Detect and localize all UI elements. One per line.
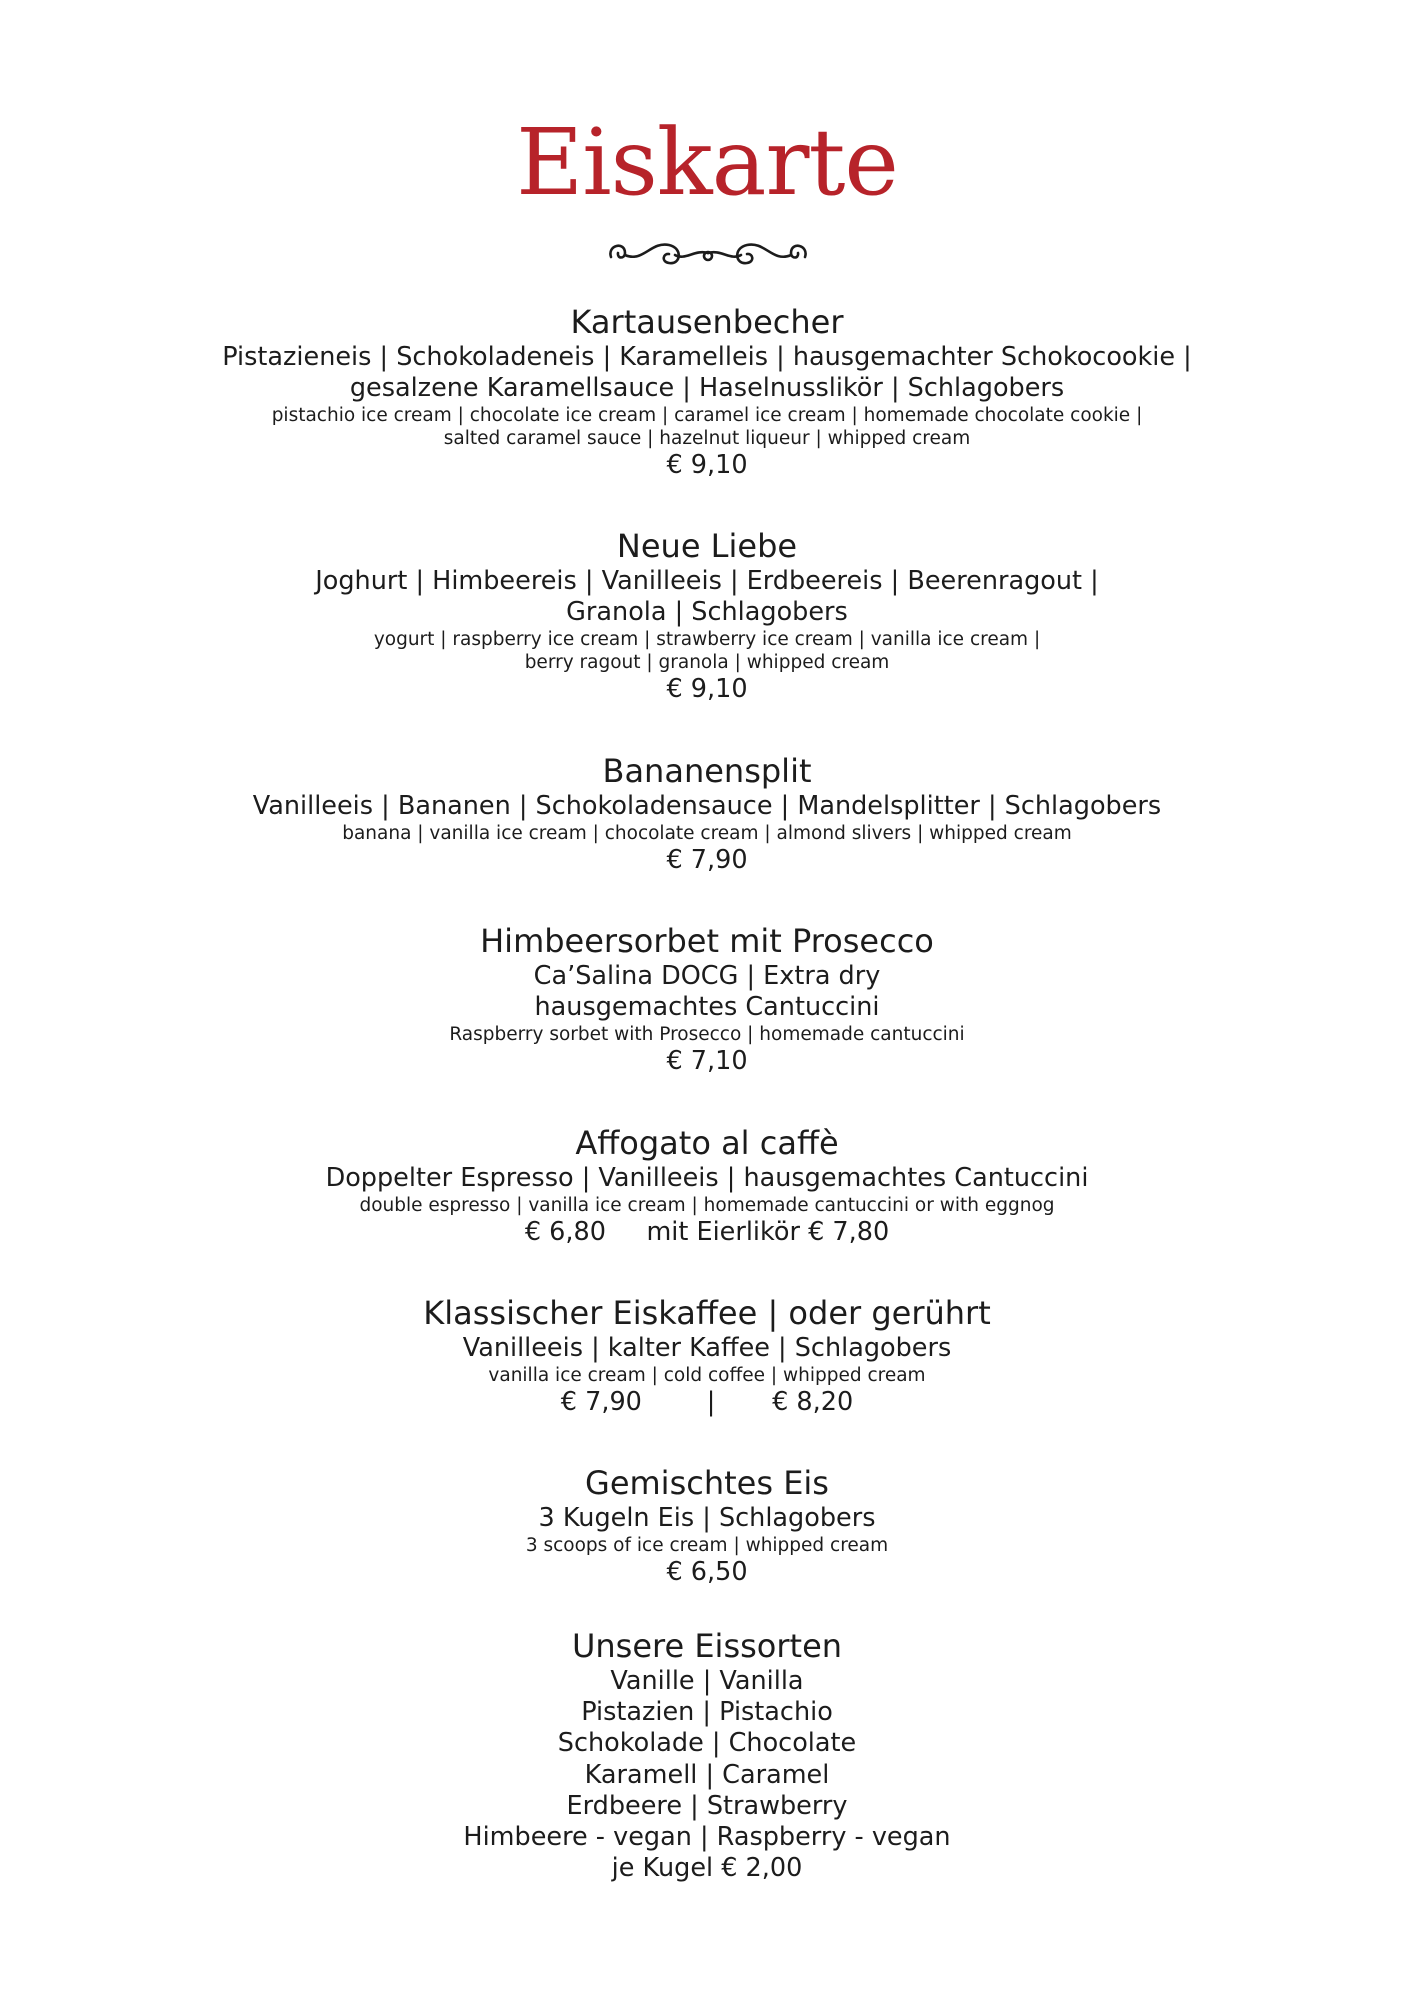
flavors-heading: Unsere Eissorten: [571, 1627, 843, 1665]
item-description-en: 3 scoops of ice cream | whipped cream: [525, 1535, 889, 1556]
item-description-en: pistachio ice cream | chocolate ice cream | caramel ice cream | homemade chocolate cookie |: [271, 405, 1143, 426]
menu-item-bananensplit: [0, 751, 1414, 876]
item-description-de: Doppelter Espresso | Vanilleeis | hausgemachtes Cantuccini: [325, 1163, 1089, 1193]
menu-item-eiskaffee: [0, 1293, 1414, 1418]
item-name: Neue Liebe: [616, 527, 798, 565]
item-description-en: double espresso | vanilla ice cream | homemade cantuccini or with eggnog: [359, 1195, 1055, 1216]
flourish-ornament-icon: [603, 231, 813, 275]
flavor-item: Himbeere - vegan | Raspberry - vegan: [463, 1822, 951, 1853]
item-description-de: Pistazieneis | Schokoladeneis | Karamelleis | hausgemachter Schokocookie |: [222, 342, 1192, 372]
item-description-de: hausgemachtes Cantuccini: [534, 992, 880, 1022]
item-price: € 9,10: [666, 450, 748, 480]
item-description-de: Vanilleeis | Bananen | Schokoladensauce | Mandelsplitter | Schlagobers: [252, 791, 1162, 821]
item-description-de: 3 Kugeln Eis | Schlagobers: [538, 1503, 876, 1533]
item-price: € 6,80 mit Eierlikör € 7,80: [524, 1217, 890, 1247]
flavors-section: [0, 1626, 1414, 1884]
item-description-de: Granola | Schlagobers: [566, 597, 848, 627]
flavor-item: Karamell | Caramel: [584, 1759, 830, 1790]
item-description-en: salted caramel sauce | hazelnut liqueur | whipped cream: [443, 428, 971, 449]
item-description-en: yogurt | raspberry ice cream | strawberry ice cream | vanilla ice cream |: [373, 629, 1041, 650]
menu-item-neue-liebe: [0, 526, 1414, 705]
item-name: Gemischtes Eis: [585, 1464, 829, 1502]
item-description-en: berry ragout | granola | whipped cream: [524, 652, 890, 673]
item-description-de: Joghurt | Himbeereis | Vanilleeis | Erdbeereis | Beerenragout |: [315, 566, 1099, 596]
item-price: € 6,50: [666, 1557, 748, 1587]
item-description-de: Ca’Salina DOCG | Extra dry: [533, 961, 881, 991]
flavor-item: Pistazien | Pistachio: [581, 1697, 833, 1728]
item-description-en: Raspberry sorbet with Prosecco | homemade cantuccini: [449, 1024, 965, 1045]
item-name: Bananensplit: [602, 752, 812, 790]
item-price: € 7,90 | € 8,20: [560, 1387, 854, 1417]
flavor-item: Erdbeere | Strawberry: [566, 1790, 848, 1821]
item-price: € 7,10: [666, 1046, 748, 1076]
item-name: Klassischer Eiskaffee | oder gerührt: [423, 1294, 991, 1332]
item-price: € 7,90: [666, 845, 748, 875]
item-name: Affogato al caffè: [575, 1124, 839, 1162]
item-name: Kartausenbecher: [570, 303, 844, 341]
menu-item-affogato: [0, 1123, 1414, 1248]
page-title: Eiskarte: [516, 109, 898, 216]
menu-item-gemischtes-eis: [0, 1463, 1414, 1588]
menu-item-himbeersorbet: [0, 921, 1414, 1077]
flavor-item: Vanille | Vanilla: [610, 1666, 804, 1696]
item-price: € 9,10: [666, 674, 748, 704]
item-description-en: vanilla ice cream | cold coffee | whipped cream: [488, 1365, 926, 1386]
item-description-de: gesalzene Karamellsauce | Haselnusslikör | Schlagobers: [349, 373, 1065, 403]
flavor-price: je Kugel € 2,00: [611, 1853, 803, 1884]
item-description-en: banana | vanilla ice cream | chocolate cream | almond slivers | whipped cream: [342, 823, 1072, 844]
flavor-item: Schokolade | Chocolate: [557, 1728, 857, 1759]
menu-item-kartausenbecher: [0, 302, 1414, 481]
item-description-de: Vanilleeis | kalter Kaffee | Schlagobers: [462, 1333, 952, 1363]
item-name: Himbeersorbet mit Prosecco: [480, 922, 934, 960]
